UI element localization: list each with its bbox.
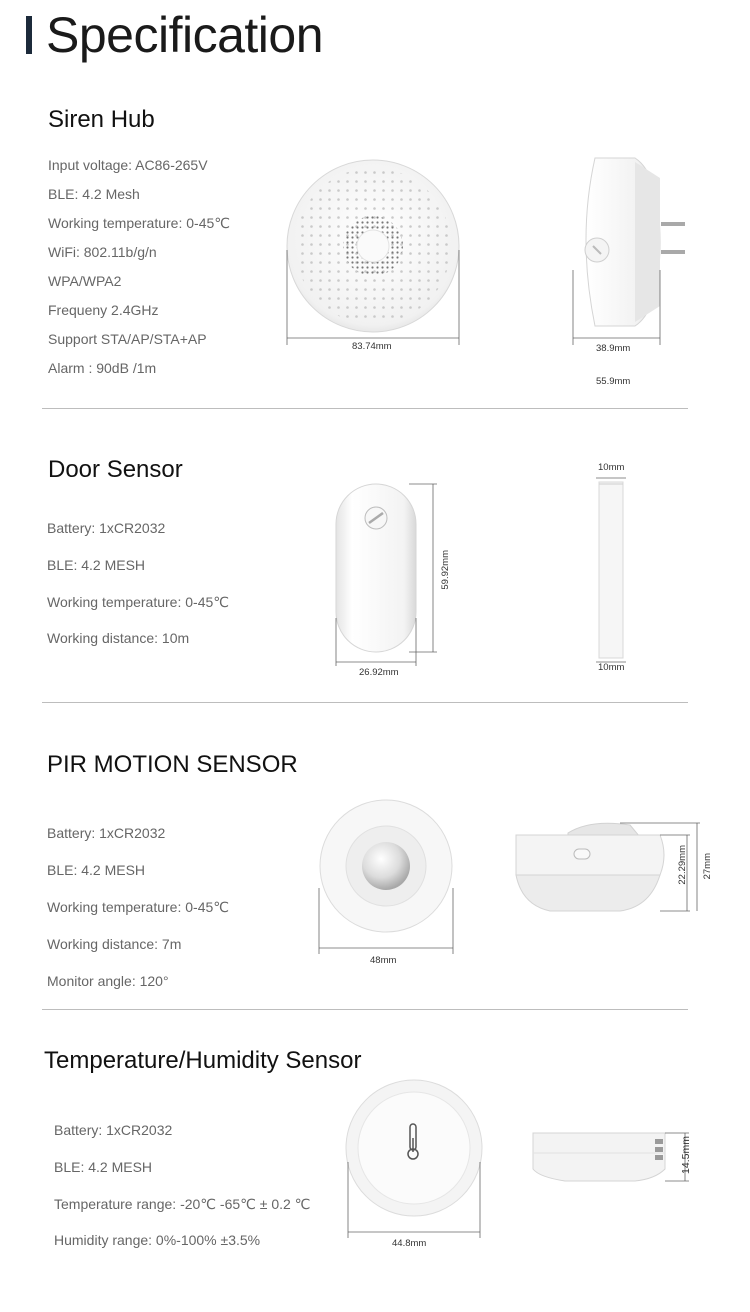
title-accent-bar bbox=[26, 16, 32, 54]
door-sensor-spec: Working distance: 10m bbox=[47, 630, 190, 646]
temp-sensor-spec: Temperature range: -20℃ -65℃ ± 0.2 ℃ bbox=[54, 1196, 311, 1212]
door-sensor-height-dim: 59.92mm bbox=[440, 550, 451, 590]
section-divider bbox=[42, 1009, 688, 1010]
temp-sensor-side-image bbox=[525, 1125, 695, 1195]
door-sensor-spec: BLE: 4.2 MESH bbox=[47, 557, 146, 573]
door-sensor-side-image bbox=[590, 470, 640, 670]
siren-hub-title: Siren Hub bbox=[48, 106, 155, 133]
temp-sensor-spec: Battery: 1xCR2032 bbox=[54, 1122, 173, 1138]
temp-sensor-spec: Humidity range: 0%-100% ±3.5% bbox=[54, 1232, 261, 1248]
temp-sensor-height-dim: 14.5mm bbox=[680, 1136, 692, 1174]
siren-hub-spec: Frequeny 2.4GHz bbox=[48, 302, 159, 318]
door-sensor-width-dim: 26.92mm bbox=[359, 667, 399, 678]
door-sensor-thickness-bottom-dim: 10mm bbox=[598, 662, 625, 673]
pir-sensor-outer-height-dim: 27mm bbox=[702, 853, 713, 880]
page-title: Specification bbox=[46, 7, 323, 63]
pir-sensor-spec: BLE: 4.2 MESH bbox=[47, 862, 146, 878]
pir-sensor-spec: Working temperature: 0-45℃ bbox=[47, 899, 229, 915]
pir-sensor-spec: Monitor angle: 120° bbox=[47, 973, 169, 989]
door-sensor-spec: Working temperature: 0-45℃ bbox=[47, 594, 229, 610]
siren-hub-spec: Alarm : 90dB /1m bbox=[48, 360, 157, 376]
siren-hub-spec: Working temperature: 0-45℃ bbox=[48, 215, 230, 231]
siren-hub-spec: Input voltage: AC86-265V bbox=[48, 157, 208, 173]
door-sensor-thickness-top-dim: 10mm bbox=[598, 462, 625, 473]
siren-hub-spec: Support STA/AP/STA+AP bbox=[48, 331, 207, 347]
siren-hub-spec: WiFi: 802.11b/g/n bbox=[48, 244, 157, 260]
temp-sensor-spec: BLE: 4.2 MESH bbox=[54, 1159, 153, 1175]
siren-hub-spec: WPA/WPA2 bbox=[48, 273, 122, 289]
siren-hub-front-image bbox=[280, 150, 470, 350]
pir-sensor-width-dim: 48mm bbox=[370, 955, 397, 966]
section-divider bbox=[42, 408, 688, 409]
door-sensor-title: Door Sensor bbox=[48, 456, 183, 483]
pir-sensor-inner-height-dim: 22.29mm bbox=[677, 845, 688, 885]
siren-hub-side-image bbox=[565, 150, 695, 350]
temp-sensor-width-dim: 44.8mm bbox=[392, 1238, 427, 1249]
pir-sensor-title: PIR MOTION SENSOR bbox=[47, 751, 298, 778]
siren-hub-depth-dim: 38.9mm bbox=[596, 343, 631, 354]
door-sensor-front-image bbox=[325, 478, 455, 678]
pir-sensor-spec: Working distance: 7m bbox=[47, 936, 182, 952]
siren-hub-width-dim: 83.74mm bbox=[352, 341, 392, 352]
pir-sensor-front-image bbox=[312, 798, 462, 958]
door-sensor-spec: Battery: 1xCR2032 bbox=[47, 520, 166, 536]
pir-sensor-spec: Battery: 1xCR2032 bbox=[47, 825, 166, 841]
siren-hub-total-dim: 55.9mm bbox=[596, 376, 631, 387]
section-divider bbox=[42, 702, 688, 703]
temp-sensor-title: Temperature/Humidity Sensor bbox=[44, 1047, 362, 1074]
temp-sensor-front-image bbox=[340, 1072, 490, 1242]
siren-hub-spec: BLE: 4.2 Mesh bbox=[48, 186, 140, 202]
